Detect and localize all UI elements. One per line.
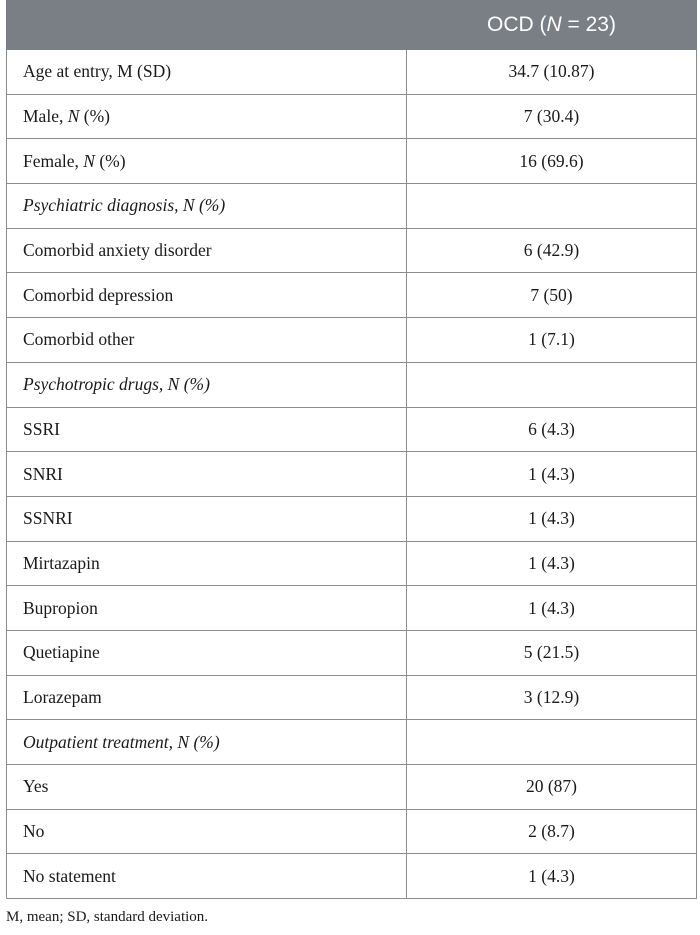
header-n-symbol: N bbox=[546, 13, 562, 36]
row-label: Comorbid depression bbox=[7, 273, 407, 318]
row-label: SSNRI bbox=[7, 496, 407, 541]
row-label: SSRI bbox=[7, 407, 407, 452]
row-label: Comorbid anxiety disorder bbox=[7, 228, 407, 273]
row-value: 16 (69.6) bbox=[407, 139, 697, 184]
table-row bbox=[7, 318, 697, 363]
empty-value-cell bbox=[407, 720, 697, 765]
table-row bbox=[7, 765, 697, 810]
row-label: Lorazepam bbox=[7, 675, 407, 720]
row-label-pre: Female, bbox=[23, 150, 84, 171]
table-header-row bbox=[7, 1, 697, 50]
row-label bbox=[7, 94, 407, 139]
empty-value-cell bbox=[407, 184, 697, 229]
section-row bbox=[7, 184, 697, 229]
row-value: 5 (21.5) bbox=[407, 630, 697, 675]
row-value: 6 (4.3) bbox=[407, 407, 697, 452]
table-row bbox=[7, 586, 697, 631]
table-row bbox=[7, 407, 697, 452]
row-value: 1 (4.3) bbox=[407, 496, 697, 541]
row-label: No bbox=[7, 809, 407, 854]
header-n-value: = 23) bbox=[561, 13, 616, 36]
section-label: Psychiatric diagnosis, N (%) bbox=[7, 184, 407, 229]
table-row bbox=[7, 50, 697, 95]
row-value: 1 (4.3) bbox=[407, 586, 697, 631]
row-value: 1 (4.3) bbox=[407, 854, 697, 899]
row-value: 7 (50) bbox=[407, 273, 697, 318]
row-label: Bupropion bbox=[7, 586, 407, 631]
row-value: 2 (8.7) bbox=[407, 809, 697, 854]
table-row bbox=[7, 854, 697, 899]
row-value: 3 (12.9) bbox=[407, 675, 697, 720]
row-label-pre: Male, bbox=[23, 106, 68, 127]
row-value: 20 (87) bbox=[407, 765, 697, 810]
section-row bbox=[7, 720, 697, 765]
header-ocd-group bbox=[407, 1, 697, 50]
row-label-italic: N bbox=[67, 106, 80, 127]
header-blank-cell bbox=[7, 1, 407, 50]
table-row bbox=[7, 675, 697, 720]
table-row bbox=[7, 541, 697, 586]
row-value: 1 (7.1) bbox=[407, 318, 697, 363]
row-label: Yes bbox=[7, 765, 407, 810]
table-row bbox=[7, 452, 697, 497]
section-row bbox=[7, 362, 697, 407]
header-group-label: OCD ( bbox=[487, 13, 547, 36]
row-label: Comorbid other bbox=[7, 318, 407, 363]
row-label: SNRI bbox=[7, 452, 407, 497]
row-label-post: (%) bbox=[94, 150, 126, 171]
table-row bbox=[7, 496, 697, 541]
table-row bbox=[7, 273, 697, 318]
row-label: Mirtazapin bbox=[7, 541, 407, 586]
row-value: 6 (42.9) bbox=[407, 228, 697, 273]
row-value: 34.7 (10.87) bbox=[407, 50, 697, 95]
table-footnote: M, mean; SD, standard deviation. bbox=[6, 909, 209, 925]
table-row bbox=[7, 630, 697, 675]
row-label: No statement bbox=[7, 854, 407, 899]
row-label-italic: N bbox=[83, 150, 95, 171]
table-row bbox=[7, 139, 697, 184]
characteristics-table bbox=[6, 0, 697, 899]
row-label: Age at entry, M (SD) bbox=[7, 50, 407, 95]
table-row bbox=[7, 228, 697, 273]
section-label: Psychotropic drugs, N (%) bbox=[7, 362, 407, 407]
row-label bbox=[7, 139, 407, 184]
row-value: 1 (4.3) bbox=[407, 452, 697, 497]
table-row bbox=[7, 94, 697, 139]
row-value: 1 (4.3) bbox=[407, 541, 697, 586]
row-label: Quetiapine bbox=[7, 630, 407, 675]
empty-value-cell bbox=[407, 362, 697, 407]
section-label: Outpatient treatment, N (%) bbox=[7, 720, 407, 765]
row-label-post: (%) bbox=[79, 106, 111, 127]
table-row bbox=[7, 809, 697, 854]
row-value: 7 (30.4) bbox=[407, 94, 697, 139]
